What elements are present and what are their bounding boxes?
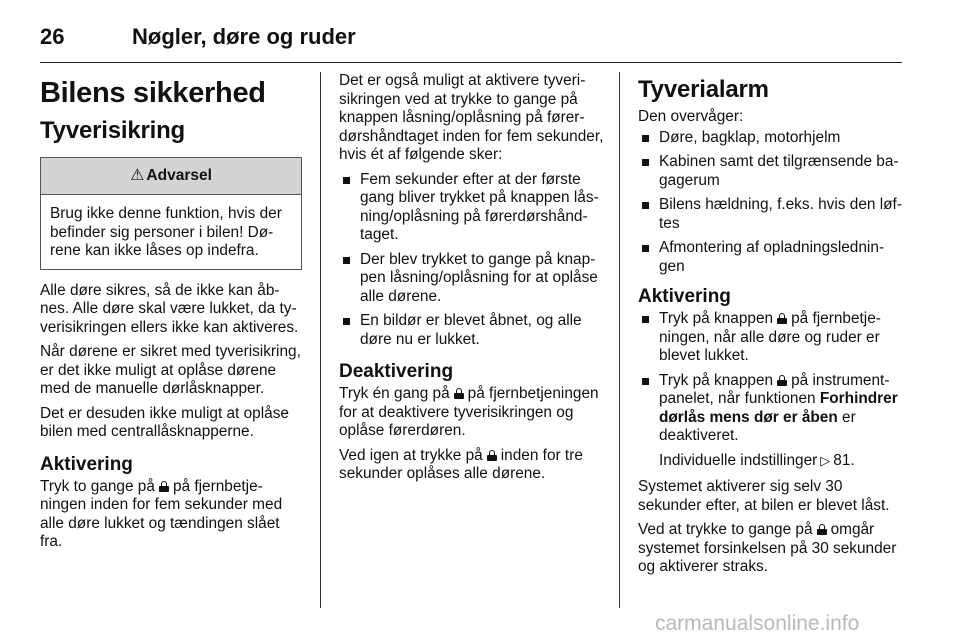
subsection-title: Tyverisikring <box>40 117 186 144</box>
section-title: Tyverialarm <box>638 76 769 103</box>
page-header <box>40 14 902 63</box>
lock-icon <box>454 388 464 399</box>
watermark: carmanualsonline.info <box>655 612 860 635</box>
list-item: Døre, bagklap, motorhjelm <box>638 129 902 148</box>
lock-icon <box>817 524 827 535</box>
bullet-icon <box>343 177 350 184</box>
paragraph: Den overvåger: <box>638 108 744 125</box>
bullet-icon <box>642 378 649 385</box>
lock-icon <box>487 450 497 461</box>
arrow-right-icon: ▷ <box>820 452 831 468</box>
paragraph: Alle døre sikres, så de ikke kan åbnes. Alle døre skal være lukket, da tyverisikringen ellers ikke kan aktiveres. <box>40 281 299 336</box>
paragraph: Ved at trykke to gange på omgår systemet forsinkelsen på 30 sekunder og aktiverer straks. <box>638 521 897 575</box>
column-1 <box>40 72 302 558</box>
bullet-icon <box>343 318 350 325</box>
section-title: Bilens sikkerhed <box>40 77 266 109</box>
paragraph: Det er desuden ikke muligt at oplåse bilen med centrallåsknapperne. <box>40 404 289 440</box>
paragraph: Ved igen at trykke på inden for tre sekunder oplåses alle dørene. <box>339 446 583 482</box>
paragraph: Når dørene er sikret med tyverisikring, er det ikke muligt at oplåse dørene med de manuelle dørlåsknapper. <box>40 343 301 397</box>
list-item: En bildør er blevet åbnet, og alle døre nu er lukket. <box>339 312 605 349</box>
page-number: 26 <box>40 24 65 49</box>
warning-box <box>40 157 302 270</box>
bullet-icon <box>642 135 649 142</box>
list-item: Kabinen samt det tilgrænsende bagagerum <box>638 153 902 190</box>
chapter-title: Nøgler, døre og ruder <box>132 24 356 49</box>
paragraph: Tryk én gang på på fjernbetjeningen for at deaktivere tyverisikringen og oplåse førerdøren. <box>339 385 599 439</box>
lock-icon <box>777 313 787 324</box>
bullet-icon <box>642 159 649 166</box>
activation-heading: Aktivering <box>638 286 731 307</box>
list-item: Tryk på knappen på fjernbetjeningen, når alle døre og ruder er blevet lukket. <box>638 310 902 366</box>
column-divider <box>619 72 620 608</box>
lock-icon <box>159 481 169 492</box>
list-item: Der blev trykket to gange på knappen låsning/oplåsning for at oplåse alle dørene. <box>339 251 605 307</box>
bullet-icon <box>642 316 649 323</box>
column-3 <box>638 72 902 583</box>
bullet-icon <box>642 202 649 209</box>
warning-text: Brug ikke denne funktion, hvis der befinder sig personer i bilen! Dørene kan ikke låses op indefra. <box>50 205 282 259</box>
column-2 <box>339 72 605 490</box>
warning-icon: ⚠ <box>130 167 145 184</box>
warning-header <box>41 158 301 195</box>
lock-icon <box>777 375 787 386</box>
condition-list <box>339 171 605 350</box>
function-name: Forhindrer dørlås mens dør er åben <box>659 390 898 426</box>
warning-label: Advarsel <box>146 167 212 184</box>
activation-heading: Aktivering <box>40 453 133 475</box>
paragraph: Det er også muligt at aktivere tyverisikringen ved at trykke to gange på knappen låsning/oplåsning på førerdørshåndtaget inden for fem sekunder, hvis ét af følgende sker: <box>339 72 604 163</box>
list-item: Afmontering af opladningsledningen <box>638 239 902 276</box>
list-item: Bilens hældning, f.eks. hvis den løftes <box>638 196 902 233</box>
column-divider <box>320 72 321 608</box>
paragraph: Tryk to gange på på fjernbetjeningen inden for fem sekunder med alle døre lukket og tændingen slået fra. <box>40 477 283 550</box>
paragraph: Systemet aktiverer sig selv 30 sekunder efter, at bilen er blevet låst. <box>638 478 890 514</box>
bullet-icon <box>343 257 350 264</box>
bullet-icon <box>642 245 649 252</box>
deactivation-heading: Deaktivering <box>339 361 454 382</box>
list-item: Fem sekunder efter at der første gang bliver trykket på knappen låsning/oplåsning på førerdørshåndtaget. <box>339 171 605 245</box>
activation-list <box>638 310 902 470</box>
list-item: Tryk på knappen på instrumentpanelet, når funktionen Forhindrer dørlås mens dør er åben er deaktiveret. Individuelle indstillinger ▷ 81. <box>638 372 902 471</box>
cross-reference: Individuelle indstillinger ▷ 81. <box>659 451 855 469</box>
monitor-list <box>638 129 902 277</box>
